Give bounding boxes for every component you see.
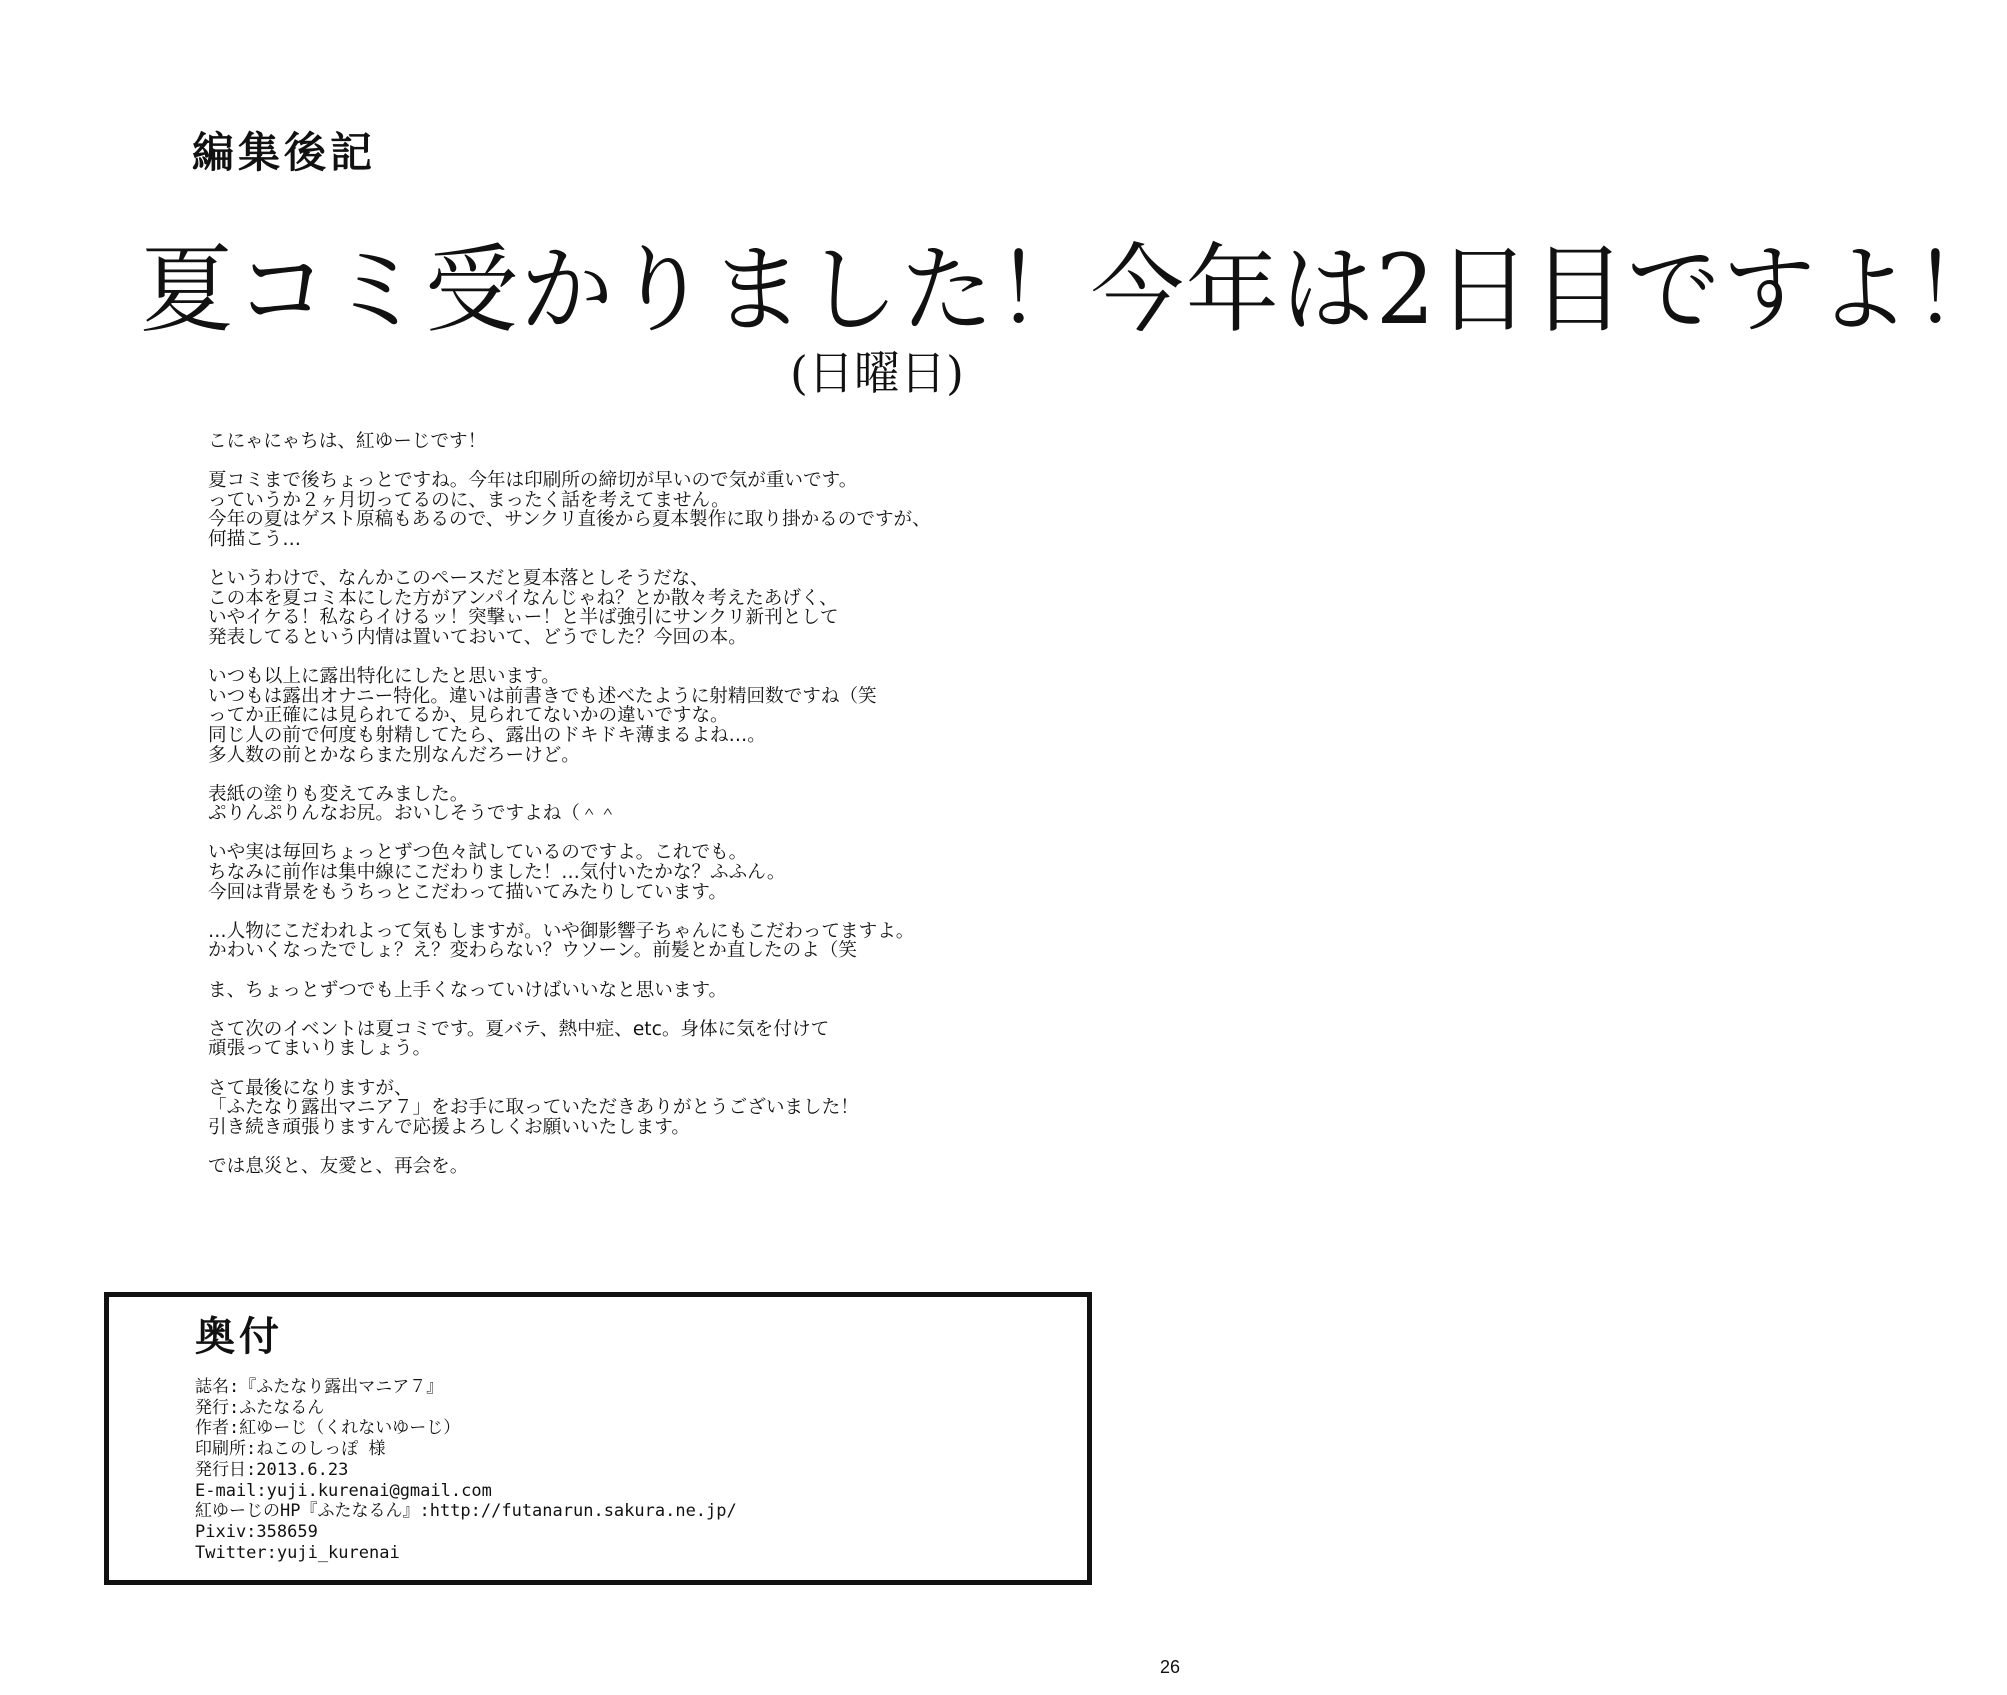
afterword-line: さて次のイベントは夏コミです。夏バテ、熱中症、etc。身体に気を付けて (208, 1018, 830, 1040)
afterword-paragraph (208, 1020, 988, 1059)
colophon-row: 誌名:『ふたなり露出マニア７』 (195, 1377, 444, 1397)
afterword-line: では息災と、友愛と、再会を。 (208, 1155, 469, 1177)
handwritten-headline: 夏コミ受かりました！今年は2日目ですよ！ (140, 234, 2007, 346)
afterword-line: 発表してるという内情は置いておいて、どうでした？今回の本。 (208, 626, 747, 648)
afterword-line: というわけで、なんかこのペースだと夏本落としそうだな、 (208, 568, 709, 590)
page-number: 26 (1159, 1657, 1180, 1677)
afterword-line: ぷりんぷりんなお尻。おいしそうですよね（＾＾ (208, 803, 618, 825)
afterword-line: 今回は背景をもうちっとこだわって描いてみたりしています。 (208, 881, 727, 903)
afterword-paragraph (208, 471, 988, 549)
afterword-paragraph (208, 432, 988, 452)
afterword-paragraph (208, 667, 988, 765)
handwritten-subline: (日曜日) (790, 346, 964, 400)
afterword-line: 今年の夏はゲスト原稿もあるので、サンクリ直後から夏本製作に取り掛かるのですが、 (208, 509, 931, 531)
colophon-row: 発行:ふたなるん (195, 1397, 325, 1418)
colophon-row: 発行日:2013.6.23 (195, 1459, 349, 1480)
colophon-list (195, 1377, 737, 1563)
colophon-row: 作者:紅ゆーじ（くれないゆーじ） (195, 1418, 461, 1439)
afterword-heading: 編集後記 (192, 128, 377, 177)
afterword-line: 引き続き頑張りますんで応援よろしくお願いいたします。 (208, 1116, 690, 1138)
afterword-line: いや実は毎回ちょっとずつ色々試しているのですよ。これでも。 (208, 842, 748, 864)
afterword-line: この本を夏コミ本にした方がアンパイなんじゃね？とか散々考えたあげく、 (208, 587, 838, 609)
afterword-paragraph (208, 981, 988, 1001)
afterword-line: …人物にこだわれよって気もしますが。いや御影響子ちゃんにもこだわってますよ。 (208, 920, 915, 942)
afterword-line: さて最後になりますが、 (208, 1077, 413, 1099)
afterword-line: 多人数の前とかならまた別なんだろーけど。 (208, 744, 580, 766)
afterword-line: っていうか２ヶ月切ってるのに、まったく話を考えてません。 (208, 489, 730, 511)
afterword-line: 頑張ってまいりましょう。 (208, 1038, 432, 1060)
colophon-box (104, 1292, 1092, 1585)
afterword-line: いつも以上に露出特化にしたと思います。 (208, 666, 560, 688)
colophon-row: Twitter:yuji_kurenai (195, 1542, 400, 1563)
afterword-line: 表紙の塗りも変えてみました。 (208, 783, 469, 805)
colophon-row: 印刷所:ねこのしっぽ 様 (195, 1439, 386, 1460)
afterword-line: ってか正確には見られてるか、見られてないかの違いですな。 (208, 705, 729, 727)
afterword-paragraph (208, 843, 988, 902)
afterword-line: いやイケる！私ならイけるッ！突撃ぃー！と半ば強引にサンクリ新刊として (208, 607, 839, 629)
colophon-row: 紅ゆーじのHP『ふたなるん』:http://futanarun.sakura.ne.jp/ (195, 1501, 737, 1522)
afterword-paragraph (208, 1157, 988, 1177)
colophon-title: 奥付 (195, 1314, 283, 1360)
afterword-paragraph (208, 922, 988, 961)
colophon-row: E-mail:yuji.kurenai@gmail.com (195, 1480, 492, 1501)
colophon-row: Pixiv:358659 (195, 1521, 318, 1542)
afterword-line: 同じ人の前で何度も射精してたら、露出のドキドキ薄まるよね…。 (208, 724, 766, 746)
afterword-line: かわいくなったでしょ？え？変わらない？ウソーン。前髪とか直したのよ（笑 (208, 940, 857, 962)
afterword-line: 何描こう… (208, 528, 301, 550)
afterword-paragraph (208, 785, 988, 824)
afterword-line: 「ふたなり露出マニア７」をお手に取っていただきありがとうございました！ (208, 1097, 859, 1119)
afterword-line: こにゃにゃちは、紅ゆーじです！ (208, 431, 487, 452)
afterword-line: 夏コミまで後ちょっとですね。今年は印刷所の締切が早いので気が重いです。 (208, 470, 858, 492)
afterword-line: ま、ちょっとずつでも上手くなっていけばいいなと思います。 (208, 979, 728, 1001)
afterword-paragraph (208, 569, 988, 647)
afterword-line: いつもは露出オナニー特化。違いは前書きでも述べたように射精回数ですね（笑 (208, 685, 877, 707)
afterword-paragraph (208, 1079, 988, 1138)
afterword-body (208, 432, 988, 1177)
afterword-line: ちなみに前作は集中線にこだわりました！…気付いたかな？ふふん。 (208, 862, 786, 884)
